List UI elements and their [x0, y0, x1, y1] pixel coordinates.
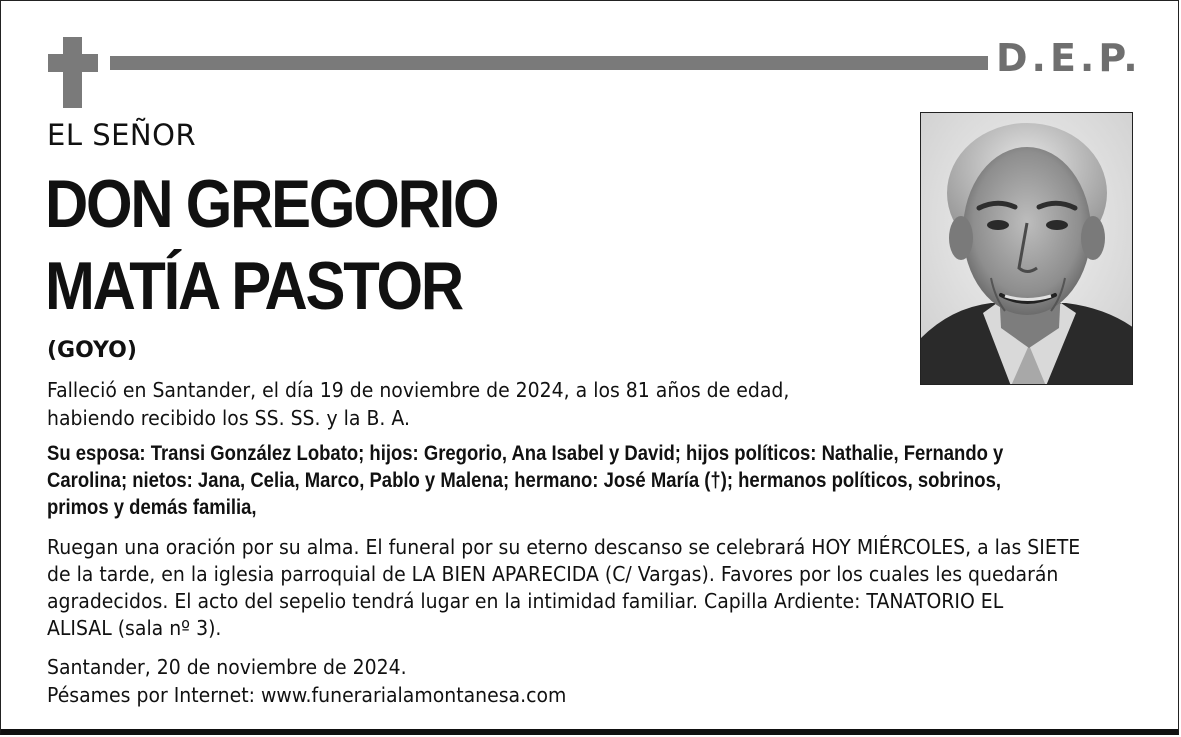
family-paragraph: [47, 440, 1059, 521]
deceased-name-line1: DON GREGORIO: [45, 166, 498, 242]
funeral-line1: Ruegan una oración por su alma. El funeral por su eterno descanso se celebrará HOY MIÉRCOLES, a las SIETE: [47, 535, 1081, 559]
condolences-web: Pésames por Internet: www.funerarialamontanesa.com: [47, 683, 567, 707]
funeral-paragraph: [47, 534, 1133, 642]
funeral-line4: ALISAL (sala nº 3).: [47, 616, 222, 640]
family-line2: Carolina; nietos: Jana, Celia, Marco, Pablo y Malena; hermano: José María (†); hermanos políticos, sobrinos,: [47, 469, 1002, 492]
deceased-name-line2: MATÍA PASTOR: [45, 248, 462, 324]
header-rule: [110, 56, 988, 70]
death-notice-line2: habiendo recibido los SS. SS. y la B. A.: [47, 406, 410, 430]
notice-date: Santander, 20 de noviembre de 2024.: [47, 655, 407, 679]
cross-icon: [63, 37, 82, 108]
nickname: (GOYO): [47, 338, 137, 363]
death-notice-line1: Falleció en Santander, el día 19 de noviembre de 2024, a los 81 años de edad,: [47, 378, 790, 402]
honorific: EL SEÑOR: [47, 118, 197, 152]
death-notice: [47, 376, 838, 432]
deceased-photo: [920, 112, 1133, 385]
cross-icon-bar: [48, 54, 98, 72]
funeral-line3: agradecidos. El acto del sepelio tendrá lugar en la intimidad familiar. Capilla Ardiente: TANATORIO EL: [47, 589, 1004, 613]
family-line1: Su esposa: Transi González Lobato; hijos: Gregorio, Ana Isabel y David; hijos políticos: Nathalie, Fernando y: [47, 442, 1004, 465]
family-line3: primos y demás familia,: [47, 496, 257, 519]
funeral-line2: de la tarde, en la iglesia parroquial de LA BIEN APARECIDA (C/ Vargas). Favores por los cuales les quedarán: [47, 562, 1059, 586]
dep-label: D.E.P.: [996, 36, 1142, 80]
